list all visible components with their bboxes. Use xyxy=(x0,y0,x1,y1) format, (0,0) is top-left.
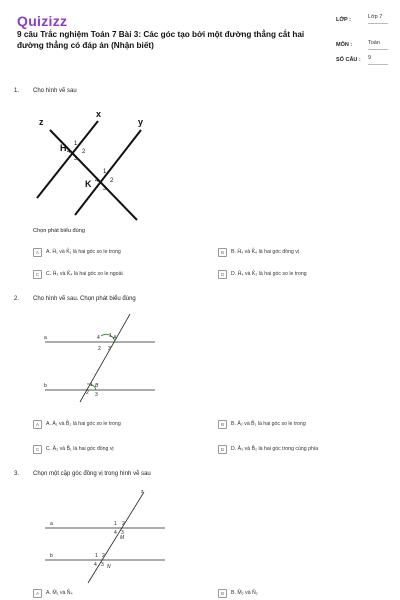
question-1-figure xyxy=(30,105,160,225)
question-2-figure xyxy=(35,310,160,400)
option-c-box: C xyxy=(33,270,42,279)
question-2-option-a[interactable] xyxy=(33,418,121,430)
label-z: z xyxy=(39,117,44,127)
angle-n2: 2 xyxy=(102,553,105,559)
option-b-box: B xyxy=(218,248,227,257)
question-3-text: Chọn một cặp góc đồng vị trong hình vẽ sau xyxy=(33,471,151,477)
option-d-text: D. Ĥ₄ và K̂₂ là hai góc so le trong xyxy=(231,271,307,277)
label-point-a: A xyxy=(113,335,117,341)
option-b-box: B xyxy=(218,589,227,598)
document-title: 9 câu Trắc nghiệm Toán 7 Bài 3: Các góc tạo bởi một đường thẳng cắt hai đường thẳng có đáp án (Nhận biết) xyxy=(17,30,305,50)
line-y xyxy=(75,130,141,215)
option-b-text: B. Â₂ và B̂₁ là hai góc so le trong xyxy=(231,421,306,427)
angle-m3: 3 xyxy=(121,530,124,536)
quizizz-logo: Quizizz xyxy=(17,13,68,29)
angle-m1: 1 xyxy=(114,521,117,527)
label-b: b xyxy=(44,383,47,389)
angle-k4: 4 xyxy=(95,178,99,184)
angle-h1: 1 xyxy=(74,141,78,147)
option-a-text: A. Ĥ₁ và K̂₁ là hai góc so le trong xyxy=(46,249,121,255)
angle-h3: 3 xyxy=(74,156,78,162)
question-1-text: Cho hình vẽ sau xyxy=(33,88,77,94)
option-b-box: B xyxy=(218,420,227,429)
option-c-text: C. Â₃ và B̂₁ là hai góc đồng vị xyxy=(46,446,114,452)
option-a-text: A. Â₁ và B̂₂ là hai góc so le trong xyxy=(46,421,121,427)
question-count-label: SỐ CÂU : xyxy=(336,57,361,63)
option-d-box: D xyxy=(218,445,227,454)
question-1-prompt: Chọn phát biểu đúng xyxy=(33,228,85,234)
angle-m4: 4 xyxy=(114,530,117,536)
angle-a3: 3 xyxy=(108,346,111,352)
option-b-text: B. M̂₂ và N̂₂ xyxy=(231,590,258,596)
question-2-option-d[interactable] xyxy=(218,443,318,455)
angle-a1: 1 xyxy=(109,333,112,339)
label-h: H xyxy=(60,143,67,153)
label-x: x xyxy=(96,109,102,119)
angle-n4: 4 xyxy=(94,562,97,568)
angle-h2: 2 xyxy=(82,149,86,155)
question-count-value: 9 xyxy=(368,54,388,65)
angle-m2: 2 xyxy=(122,521,125,527)
transversal-z xyxy=(88,492,144,583)
subject-label: MÔN : xyxy=(336,42,353,48)
angle-b1: 1 xyxy=(90,382,93,388)
angle-n3: 3 xyxy=(101,562,104,568)
option-b-text: B. Ĥ₄ và K̂₄ là hai góc đồng vị xyxy=(231,249,299,255)
question-3-figure xyxy=(40,484,170,584)
label-n: N xyxy=(107,564,111,570)
question-1-option-a[interactable] xyxy=(33,246,121,258)
option-c-text: C. Ĥ₃ và K̂₄ là hai góc so le ngoài xyxy=(46,271,123,277)
label-a: a xyxy=(50,521,53,527)
question-1-number: 1. xyxy=(14,88,20,94)
angle-k3: 3 xyxy=(103,186,107,192)
label-a: a xyxy=(44,335,47,341)
angle-a4: 4 xyxy=(97,335,100,341)
option-c-box: C xyxy=(33,445,42,454)
option-a-box: A xyxy=(33,420,42,429)
question-1-option-b[interactable] xyxy=(218,246,299,258)
label-z: z xyxy=(141,489,144,495)
angle-a2: 2 xyxy=(98,346,101,352)
option-d-text: D. Â₃ và B̂₂ là hai góc trong cùng phía xyxy=(231,446,319,452)
question-2-option-b[interactable] xyxy=(218,418,306,430)
label-point-b: B xyxy=(95,383,99,389)
question-2-option-c[interactable] xyxy=(33,443,114,455)
question-3-number: 3. xyxy=(14,471,20,477)
angle-k1: 1 xyxy=(103,169,107,175)
question-1-option-d[interactable] xyxy=(218,268,307,280)
question-3-option-a[interactable] xyxy=(33,587,73,599)
label-y: y xyxy=(138,117,144,127)
label-k: K xyxy=(85,179,92,189)
subject-value: Toán xyxy=(368,39,388,50)
label-m: M xyxy=(120,535,125,541)
angle-b2: 2 xyxy=(86,390,89,396)
angle-h4: 4 xyxy=(67,149,71,155)
question-1-option-c[interactable] xyxy=(33,268,123,280)
question-2-number: 2. xyxy=(14,296,20,302)
option-d-box: D xyxy=(218,270,227,279)
option-a-box: A xyxy=(33,248,42,257)
question-2-text: Cho hình vẽ sau. Chọn phát biểu đúng xyxy=(33,296,136,302)
class-value: Lớp 7 xyxy=(368,13,388,24)
transversal xyxy=(80,314,130,402)
angle-n1: 1 xyxy=(95,553,98,559)
class-label: LỚP : xyxy=(336,17,351,23)
label-b: b xyxy=(50,553,53,559)
option-a-text: A. M̂₁ và N̂₄ xyxy=(46,590,73,596)
option-a-box: A xyxy=(33,589,42,598)
question-3-option-b[interactable] xyxy=(218,587,258,599)
angle-b3: 3 xyxy=(95,392,98,398)
angle-k2: 2 xyxy=(110,178,114,184)
